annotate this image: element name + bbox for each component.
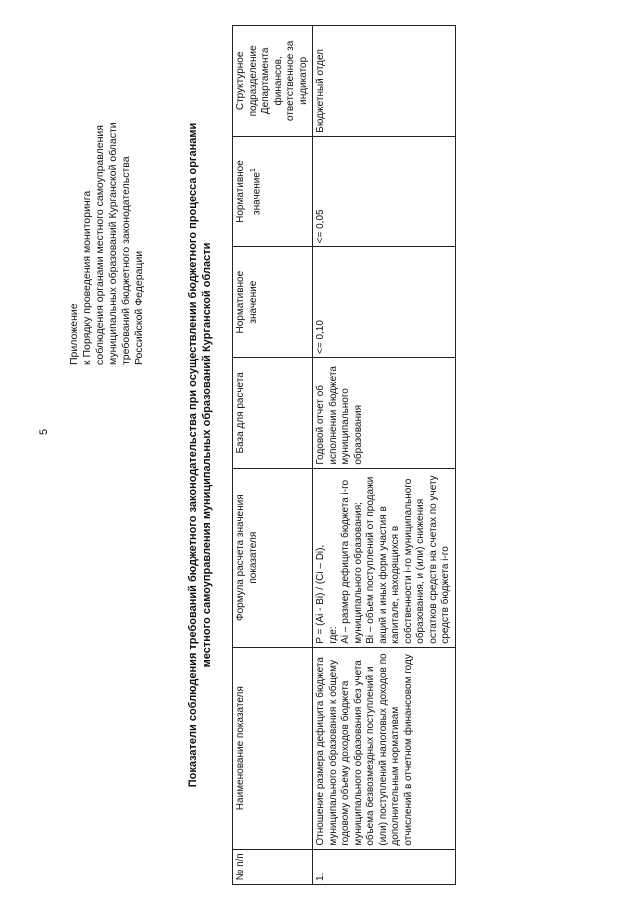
formula-line: где: bbox=[327, 626, 339, 644]
cell-norm2: <= 0,05 bbox=[313, 136, 456, 247]
appendix-line: Приложение bbox=[68, 303, 80, 365]
appendix-line: требований бюджетного законодательства bbox=[120, 156, 132, 365]
appendix-line: муниципальных образований Курганской области bbox=[107, 122, 119, 365]
formula-line: Bi – объем поступлений от продажи акций и иных форм участия в капитале, находящихся в собственности i-го муниципального образования, и (или) снижения остатков средств на счетах по учету средств бюджета i-го bbox=[365, 475, 451, 644]
header-norm2 bbox=[233, 136, 313, 247]
formula-line: P = (Ai - Bi) / (Ci – Di), bbox=[315, 544, 326, 644]
cell-name: Отношение размера дефицита бюджета муниципального образования к общему годовому объему доходов бюджета муниципального образования без учета объема безвозмездных поступлений и (или) поступлений налоговых доходов по дополнительным нормативам отчислений в отчетном финансовом году bbox=[313, 647, 456, 849]
header-norm2-text: Нормативное значение bbox=[235, 160, 262, 223]
table-header-row bbox=[233, 26, 313, 885]
header-formula: Формула расчета значения показателя bbox=[233, 468, 313, 647]
appendix-line: Российской Федерации bbox=[133, 250, 145, 365]
cell-norm1: <= 0,10 bbox=[313, 247, 456, 358]
page-number: 5 bbox=[38, 428, 50, 435]
cell-num: 1. bbox=[313, 849, 456, 884]
header-name: Наименование показателя bbox=[233, 647, 313, 849]
header-num: № п/п bbox=[233, 849, 313, 884]
cell-dept: Бюджетный отдел bbox=[313, 26, 456, 137]
title-line-1: Показатели соблюдения требований бюджетного законодательства при осуществлении бюджетного процесса органами bbox=[187, 122, 199, 788]
title-line-2: местного самоуправления муниципальных образований Курганской области bbox=[201, 242, 213, 668]
document-title bbox=[186, 25, 214, 885]
appendix-line: соблюдения органами местного самоуправления bbox=[94, 125, 106, 365]
appendix-line: к Порядку проведения мониторинга bbox=[81, 190, 93, 365]
header-base: База для расчета bbox=[233, 358, 313, 469]
formula-line: Ai – размер дефицита бюджета i-го муниципального образования; bbox=[340, 479, 364, 644]
table-row bbox=[313, 26, 456, 885]
cell-base: Годовой отчет об исполнении бюджета муниципального образования bbox=[313, 358, 456, 469]
footnote-marker: 1 bbox=[249, 168, 257, 173]
header-dept: Структурное подразделение Департамента финансов, ответственное за индикатор bbox=[233, 26, 313, 137]
appendix-note bbox=[68, 65, 146, 365]
indicators-table bbox=[232, 25, 456, 885]
header-norm1: Нормативное значение bbox=[233, 247, 313, 358]
cell-formula bbox=[313, 468, 456, 647]
